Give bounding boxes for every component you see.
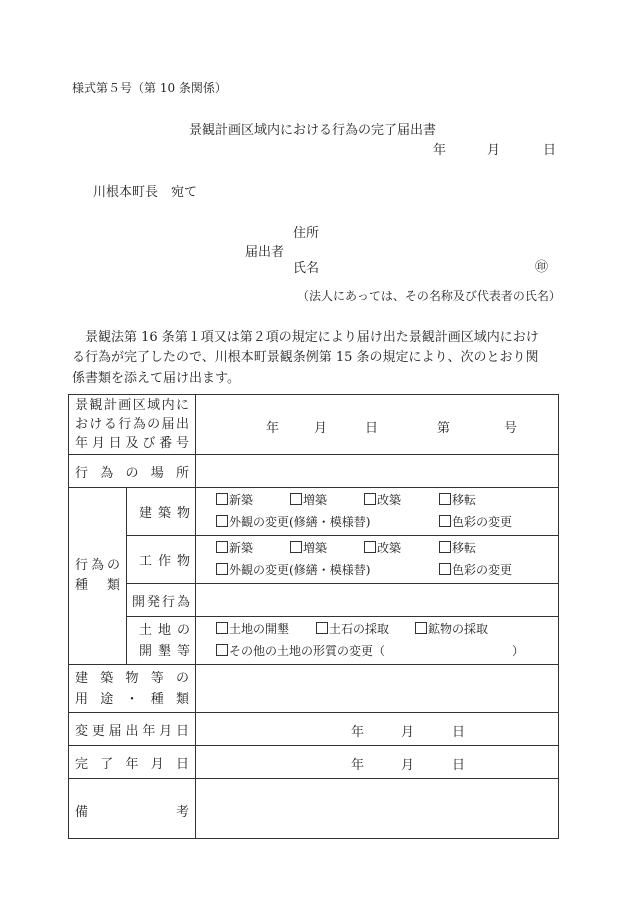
structure-color-change-checkbox[interactable]: 色彩の変更 bbox=[439, 559, 512, 581]
table-row bbox=[69, 746, 559, 779]
completion-date-value[interactable]: 年 月 日 bbox=[196, 746, 559, 779]
land-reclamation-label: 土地の 開墾等 bbox=[127, 617, 196, 665]
mineral-extraction-checkbox[interactable]: 鉱物の採取 bbox=[415, 618, 488, 640]
building-color-change-checkbox[interactable]: 色彩の変更 bbox=[439, 511, 512, 533]
form-table bbox=[68, 394, 559, 839]
structure-rebuild-checkbox[interactable]: 改築 bbox=[364, 537, 401, 559]
table-row bbox=[69, 455, 559, 488]
structure-label: 工作物 bbox=[127, 536, 196, 584]
other-land-change-checkbox[interactable]: その他の土地の形質の変更（ bbox=[216, 640, 385, 662]
form-number: 様式第５号（第 10 条関係） bbox=[72, 81, 227, 95]
building-rebuild-checkbox[interactable]: 改築 bbox=[364, 489, 401, 511]
completion-date-label: 完了年月日 bbox=[69, 746, 196, 779]
table-row bbox=[69, 665, 559, 713]
body-line-3: 係書類を添えて届け出ます。 bbox=[72, 371, 240, 386]
building-use-type-label: 建築物等の 用途・種類 bbox=[69, 665, 196, 713]
other-land-change-close: ） bbox=[512, 644, 525, 658]
development-value[interactable] bbox=[196, 584, 559, 617]
development-label: 開発行為 bbox=[127, 584, 196, 617]
action-location-value[interactable] bbox=[196, 455, 559, 488]
date-year-label: 年 bbox=[433, 143, 447, 158]
addressee: 川根本町長 宛て bbox=[93, 185, 198, 200]
building-new-checkbox[interactable]: 新築 bbox=[216, 489, 253, 511]
notifier-label: 届出者 bbox=[245, 245, 285, 260]
table-row bbox=[69, 488, 559, 536]
building-relocation-checkbox[interactable]: 移転 bbox=[439, 489, 476, 511]
change-notification-date-value[interactable]: 年 月 日 bbox=[196, 713, 559, 746]
seal-mark: ㊞ bbox=[535, 260, 549, 275]
change-notification-date-label: 変更届出年月日 bbox=[69, 713, 196, 746]
building-use-type-value[interactable] bbox=[196, 665, 559, 713]
structure-options bbox=[196, 536, 559, 584]
remarks-value[interactable] bbox=[196, 779, 559, 839]
notification-date-number-label: 景観計画区域内に おける行為の届出 年月日及び番号 bbox=[69, 395, 196, 455]
form-title: 景観計画区域内における行為の完了届出書 bbox=[189, 123, 437, 138]
name-label: 氏名 bbox=[293, 261, 320, 276]
building-options bbox=[196, 488, 559, 536]
structure-exterior-change-checkbox[interactable]: 外観の変更(修繕・模様替) bbox=[216, 559, 370, 581]
notification-date-number-value[interactable]: 年 月 日 第 号 bbox=[196, 395, 559, 455]
land-options bbox=[196, 617, 559, 665]
structure-extension-checkbox[interactable]: 増築 bbox=[290, 537, 327, 559]
address-label: 住所 bbox=[293, 226, 320, 241]
corporation-note: （法人にあっては、その名称及び代表者の氏名） bbox=[297, 289, 561, 303]
table-row bbox=[69, 779, 559, 839]
building-exterior-change-checkbox[interactable]: 外観の変更(修繕・模様替) bbox=[216, 511, 370, 533]
action-type-label: 行為の 種 類 bbox=[69, 488, 127, 665]
structure-new-checkbox[interactable]: 新築 bbox=[216, 537, 253, 559]
table-row bbox=[69, 395, 559, 455]
remarks-label: 備 考 bbox=[69, 779, 196, 839]
date-day-label: 日 bbox=[543, 143, 557, 158]
table-row bbox=[69, 584, 559, 617]
table-row bbox=[69, 713, 559, 746]
soil-extraction-checkbox[interactable]: 土石の採取 bbox=[316, 618, 389, 640]
action-location-label: 行為の場所 bbox=[69, 455, 196, 488]
table-row bbox=[69, 536, 559, 584]
land-reclamation-checkbox[interactable]: 土地の開墾 bbox=[216, 618, 289, 640]
structure-relocation-checkbox[interactable]: 移転 bbox=[439, 537, 476, 559]
body-line-1: 景観法第 16 条第１項又は第２項の規定により届け出た景観計画区域内におけ bbox=[72, 330, 539, 345]
building-label: 建築物 bbox=[127, 488, 196, 536]
body-line-2: る行為が完了したので、川根本町景観条例第 15 条の規定により、次のとおり関 bbox=[72, 350, 539, 365]
table-row bbox=[69, 617, 559, 665]
date-month-label: 月 bbox=[487, 143, 501, 158]
building-extension-checkbox[interactable]: 増築 bbox=[290, 489, 327, 511]
